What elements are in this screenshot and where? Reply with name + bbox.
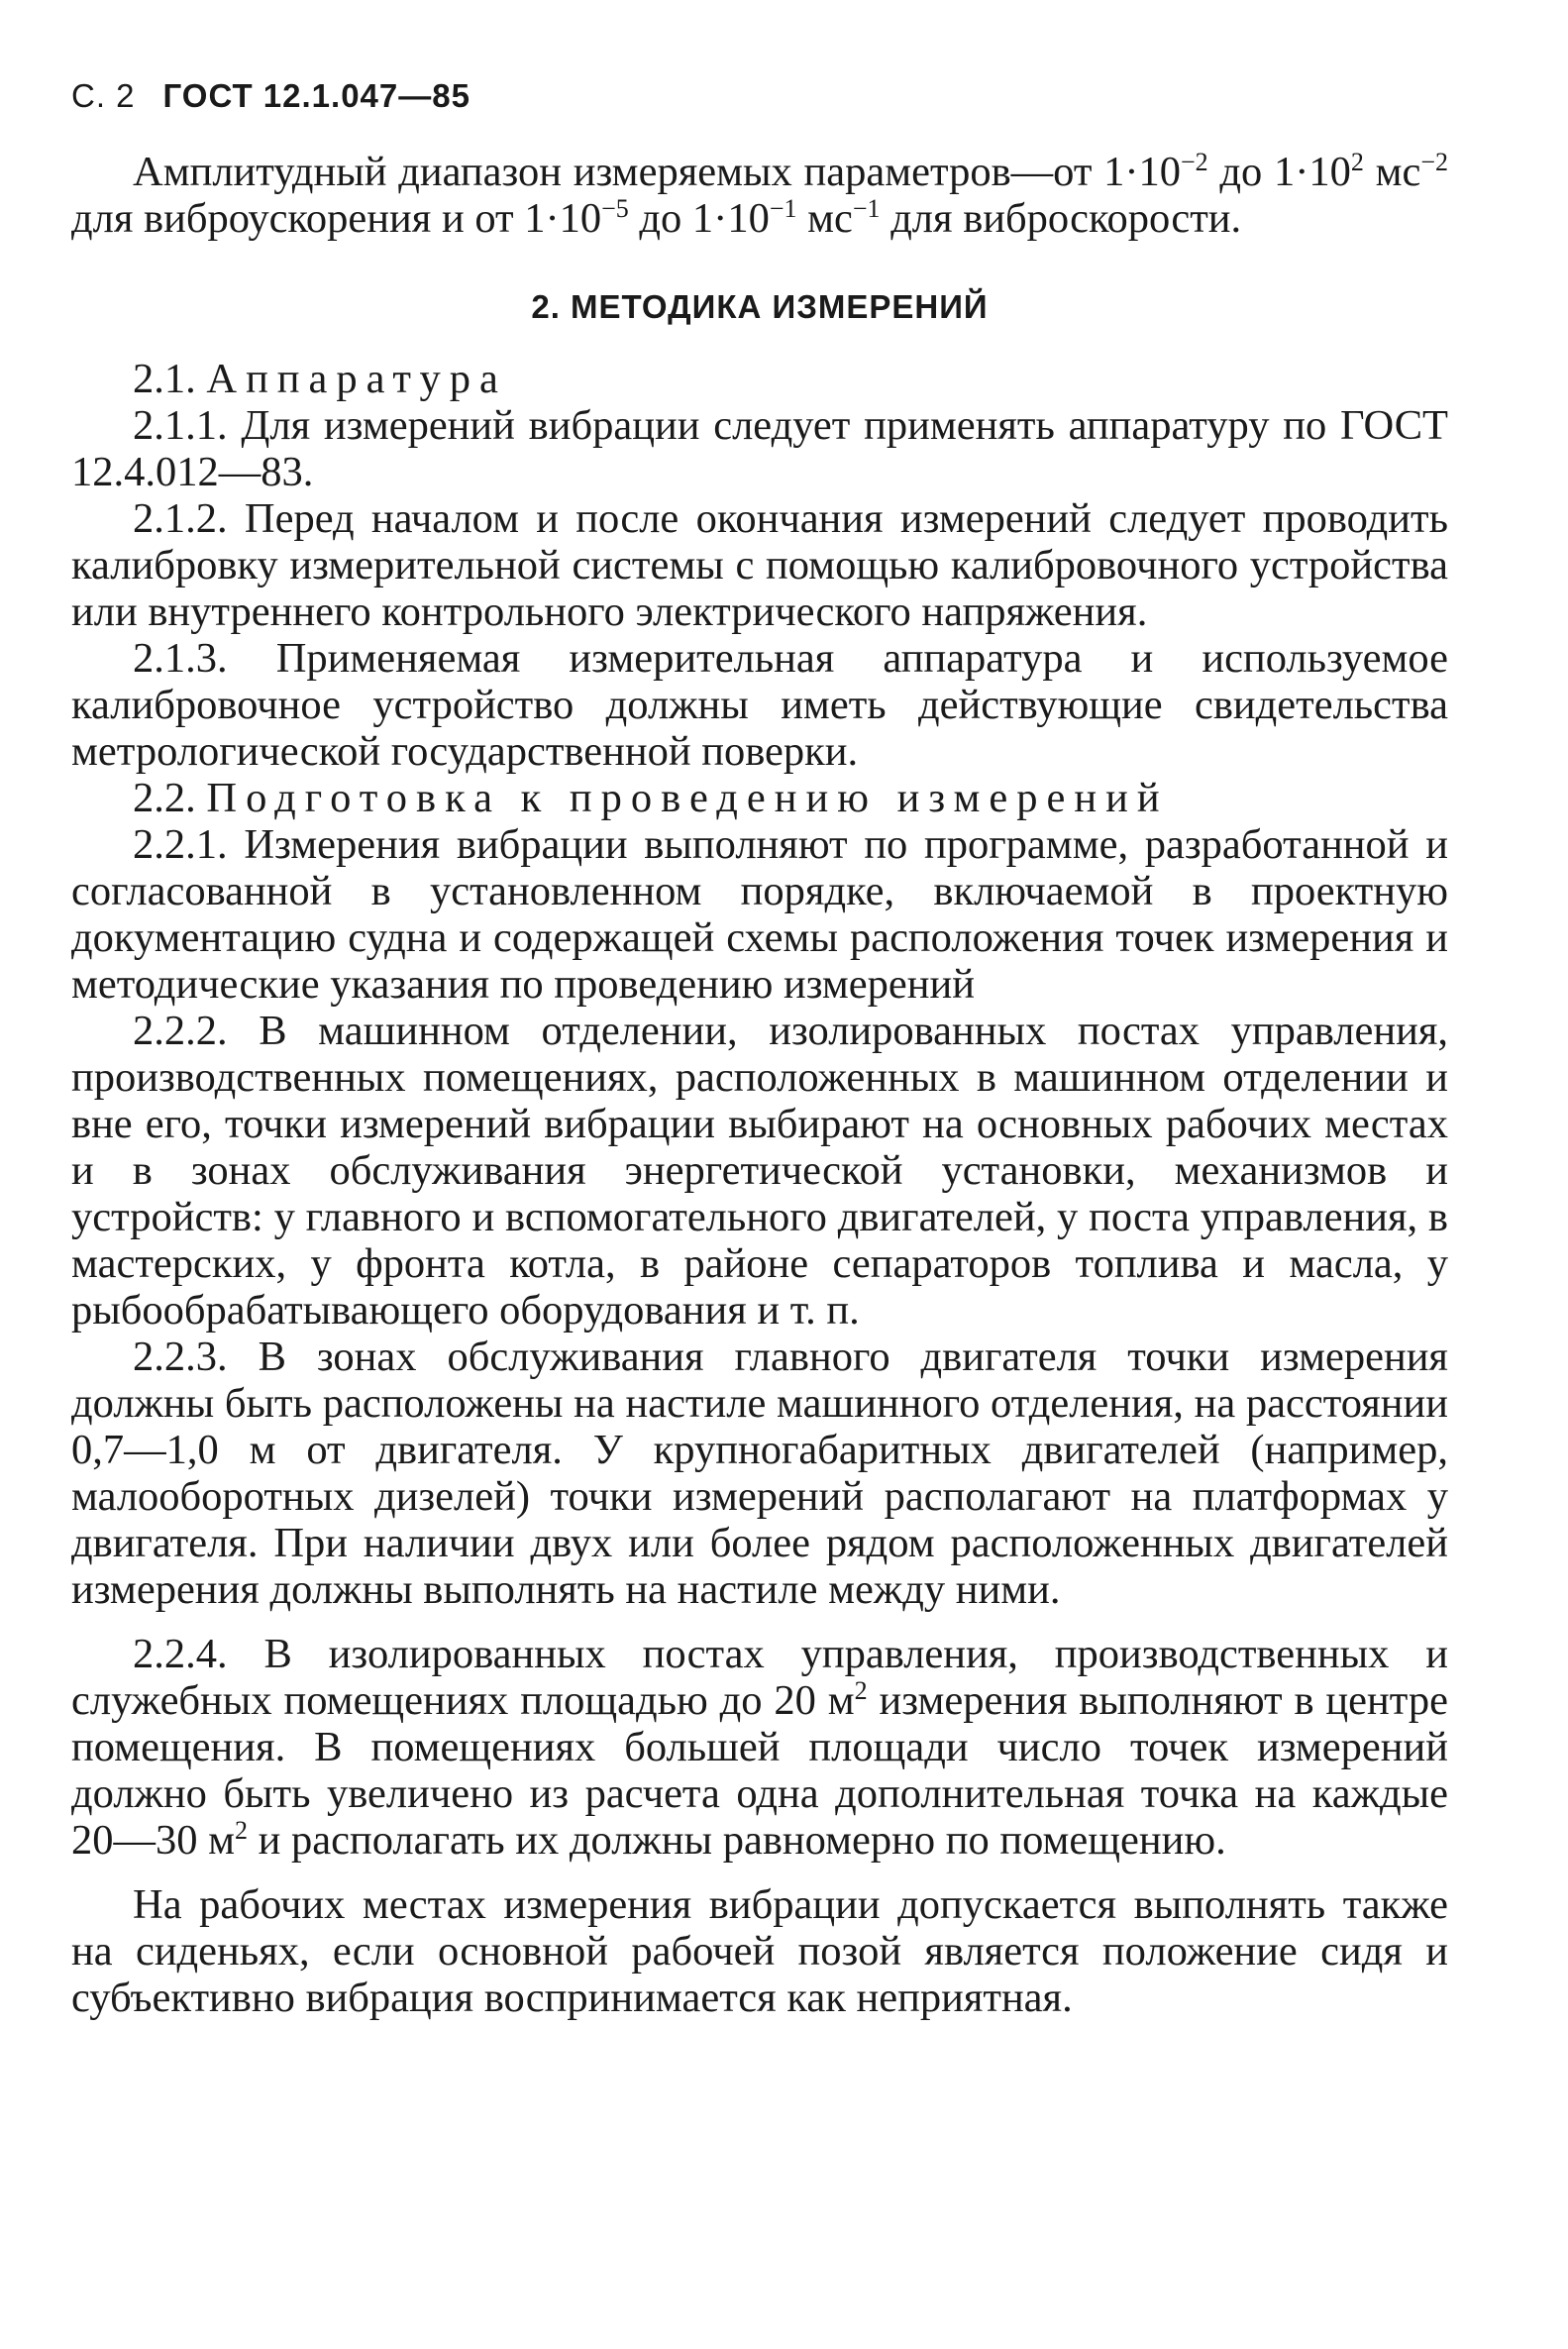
clause-2-1-3: 2.1.3. Применяемая измерительная аппаратура и используемое калибровочное устройство должны иметь действующие свидетельства метрологической государственной поверки. (71, 635, 1448, 775)
document-body (71, 149, 1448, 2021)
subsection-heading-2-2 (71, 775, 1448, 821)
text-run: мс (796, 195, 853, 242)
superscript: −5 (601, 193, 629, 223)
superscript: 2 (854, 1675, 868, 1705)
clause-2-2-3: 2.2.3. В зонах обслуживания главного двигателя точки измерения должны быть расположены на настиле машинного отделения, на расстоянии 0,7—1,0 м от двигателя. У крупногабаритных двигателей (например, малооборотных дизелей) точки измерений располагают на платформах у двигателя. При наличии двух или более рядом расположенных двигателей измерения должны выполнять на настиле между ними. (71, 1334, 1448, 1613)
intro-paragraph (71, 149, 1448, 242)
text-run: до 1·10 (628, 195, 770, 242)
page-number: С. 2 (71, 77, 136, 114)
text-run: Амплитудный диапазон измеряемых параметров—от 1·10 (133, 149, 1182, 195)
text-run: измерения выполняют в центре помещения. В помещениях большей площади число точек измерений должно быть увеличено из расчета одна дополнительная точка на каждые 20—30 м (71, 1677, 1448, 1864)
superscript: 2 (1350, 147, 1364, 176)
text-run: для виброускорения и от 1·10 (71, 195, 602, 242)
text-run: мс (1363, 149, 1421, 195)
subsection-title: Аппаратура (206, 356, 507, 402)
text-run: до 1·10 (1207, 149, 1351, 195)
clause-2-1-2: 2.1.2. Перед началом и после окончания измерений следует проводить калибровку измерительной системы с помощью калибровочного устройства или внутреннего контрольного электрического напряжения. (71, 495, 1448, 635)
text-run: и располагать их должны равномерно по помещению. (248, 1817, 1226, 1864)
clause-2-2-4 (71, 1631, 1448, 1864)
clause-2-1-1: 2.1.1. Для измерений вибрации следует применять аппаратуру по ГОСТ 12.4.012—83. (71, 402, 1448, 495)
document-code: ГОСТ 12.1.047—85 (162, 77, 470, 114)
superscript: 2 (235, 1815, 249, 1845)
section-title: 2. МЕТОДИКА ИЗМЕРЕНИЙ (531, 288, 989, 325)
superscript: −2 (1420, 147, 1449, 176)
superscript: −1 (852, 193, 881, 223)
superscript: −1 (769, 193, 797, 223)
clause-2-2-1: 2.2.1. Измерения вибрации выполняют по программе, разработанной и согласованной в установленном порядке, включаемой в проектную документацию судна и содержащей схемы расположения точек измерения и методические указания по проведению измерений (71, 821, 1448, 1008)
subsection-number: 2.2. (133, 775, 196, 821)
text-run: 2.2.4. В изолированных постах управления, производственных и служебных помещениях площадью до 20 м (71, 1631, 1448, 1724)
subsection-title: Подготовка к проведению измерений (206, 775, 1169, 821)
text-run: для виброскорости. (880, 195, 1242, 242)
clause-2-2-2: 2.2.2. В машинном отделении, изолированных постах управления, производственных помещениях, расположенных в машинном отделении и вне его, точки измерений вибрации выбирают на основных рабочих местах и в зонах обслуживания энергетической установки, механизмов и устройств: у главного и вспомогательного двигателей, у поста управления, в мастерских, у фронта котла, в районе сепараторов топлива и масла, у рыбообрабатывающего оборудования и т. п. (71, 1008, 1448, 1334)
subsection-heading-2-1 (71, 356, 1448, 402)
superscript: −2 (1181, 147, 1208, 176)
final-paragraph: На рабочих местах измерения вибрации допускается выполнять также на сиденьях, если основной рабочей позой является положение сидя и субъективно вибрация воспринимается как неприятная. (71, 1881, 1448, 2021)
running-header (71, 77, 470, 115)
subsection-number: 2.1. (133, 356, 196, 402)
